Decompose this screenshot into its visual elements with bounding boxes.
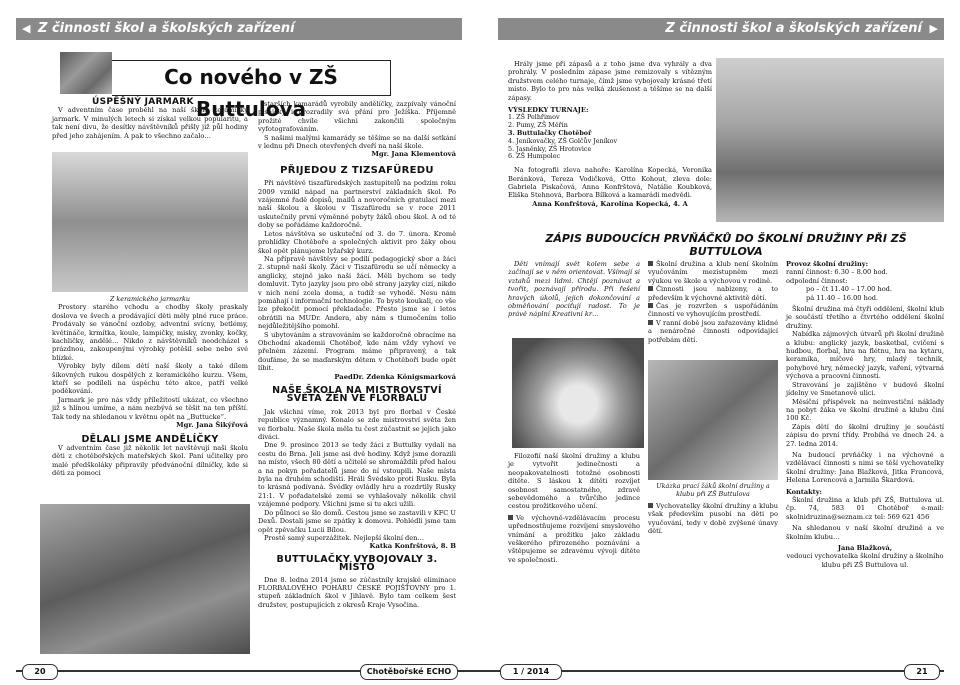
results-title: VÝSLEDKY TURNAJE:: [508, 106, 589, 115]
square-bullet-icon: [648, 286, 653, 291]
paragraph: Jarmark je pro nás vždy příležitostí ukázat, co všechno již s hlínou umíme, a nám nezbývá se těšit na ten příští. Tak tedy na shledanou v květnu opět na „Buttucke“.: [52, 395, 248, 421]
list-item: 4. Jeníkovačky, ZŠ Golčův Jeníkov: [508, 136, 618, 145]
paragraph: Stravování je zajištěno v budově školní jídelny ve Smetanově ulici.: [786, 380, 944, 398]
issue-number: 1 / 2014: [500, 664, 562, 680]
page-title: Co nového v ZŠ Buttulova: [112, 60, 391, 96]
bullet-text: Školní družina a klub není školním vyučováním mezistupněm mezi výukou ve škole a výchovou v rodině.: [648, 260, 778, 285]
paragraph: Prostory starého vchodu a chodby školy praskaly doslova ve švech a prodávající děti měly plné ruce práce. Prodávaly se vánoční ozdoby, adventní svícny, betlémy, květináče, krmítka, koule, lampičky, misky, zvonky, kočky, kachličky, andělé… Nikdo z návštěvníků neodcházel s prázdnou, zakoupenými výrobky potěšil sebe nebo své blízké.: [52, 303, 248, 362]
artwork-photo: [648, 360, 778, 480]
paragraph: Na fotografii zleva nahoře: Karolína Kopecká, Veronika Beránková, Tereza Vodičková, Otto Kohout, zleva dole: Gabriela Piskačová, Anna Konfrštová, Natálie Koubková, Eliška Stehnová, Barbora Bílková a kamarádi medvědi.: [508, 166, 712, 200]
column-3b: [648, 260, 778, 344]
square-bullet-icon: [648, 320, 653, 325]
heading-zapis: ZÁPIS BUDOUCÍCH PRVŇÁČKŮ DO ŠKOLNÍ DRUŽINY PŘI ZŠ BUTTULOVA: [545, 232, 907, 258]
bullet-text: Vychovatelky školní družiny a klubu však především pusobí na děti po vyučování, tedy v době zvýšené únavy dětí.: [648, 501, 778, 536]
footer-rule: [16, 670, 944, 672]
paragraph: S ubytováním a stravováním se každoročně obracíme na Obchodní akademii Chotěboř, kde nám vždy vyhoví ve přelném zázemí. Program máme připravený, a tak doufáme, že se maďarským dětem v Chotěboři bude opět líbit.: [258, 330, 456, 373]
list-item: 5. Jasněnky, ZŠ Hrotovice: [508, 144, 592, 153]
paragraph: Prostě samý superzážitek. Nejlepší školní den…: [264, 533, 425, 542]
fish-artwork: [512, 338, 644, 448]
paragraph: Do půlnoci se šlo domů. Cestou jsme se zastavili v KFC U Dexů. Dostali jsme se zpátky k domovu. Pohlédli jsme tam opět zpěvačku Lucii Bílou.: [258, 508, 456, 534]
column-3-top: [508, 60, 712, 208]
bullet: [648, 302, 778, 319]
paragraph: Zápis dětí do školní družiny je součástí zápisu do první třídy. Probíhá ve dnech 24. a 27. ledna 2014.: [786, 422, 944, 448]
caption-artwork: Ukázka prací žáků školní družiny a klubu při ZŠ Buttulova: [656, 482, 770, 499]
provoz-title: Provoz školní družiny:: [786, 260, 869, 268]
signature: PaedDr. Zdenka Königsmarková: [334, 372, 456, 381]
bullet-text: Činnosti jsou nabízeny, a to především k výchovné aktivitě dětí.: [648, 285, 778, 302]
heading-buttulacky: BUTTULAČKY VYBOJOVALY 3. MÍSTO: [276, 553, 438, 574]
signature: Mgr. Jana Šikýřová: [176, 421, 248, 430]
paragraph: Na shledanou v naší školní družině a ve školním klubu…: [786, 524, 944, 541]
bullet: [648, 285, 778, 302]
paragraph: starších kamarádů vyrobily andělíčky, zazpívaly vánoční písničky i prozradily svá přání pro Ježíška. Příjemně prožité chvíle všichni zakončili společným vyfotografováním.: [258, 100, 456, 134]
paragraph: Letos návštěva se uskuteční od 3. do 7. února. Kromě prohlídky Chotěboře a společných aktivit pro žáky obou škol opět plánujeme lyžařský kurz.: [258, 229, 456, 255]
jarmark-photo: [52, 152, 248, 292]
team-photo: [716, 58, 944, 222]
heading-tizsafured: PŘIJEDOU Z TIZSAFÜREDU: [280, 164, 434, 176]
provoz-line: odpolední činnost:: [786, 276, 848, 285]
bullet: [648, 260, 778, 285]
column-1: [52, 98, 248, 140]
square-bullet-icon: [508, 515, 513, 520]
andelicky-photo: [40, 504, 250, 654]
paragraph: Jak všichni víme, rok 2013 byl pro florbal v České republice významný. Konalo se zde mistrovství světa žen ve florbalu. Naše škola měla tu čest zúčastnit se jejich jako diváci.: [258, 407, 456, 442]
column-3a: [508, 260, 640, 319]
section-header-left: [16, 18, 462, 40]
results-list: [508, 114, 712, 161]
bullet-text: Ve výchovně-vzdělávacím procesu upřednostňujeme rozvíjení smyslového vnímání a prožitku jako základu veškerého přirozeného poznávání a vštěpujeme se zdravému vývoji dítěte ve společnosti.: [508, 513, 640, 564]
paragraph: Hrály jsme při zápasů a z toho jsme dva vyhrály a dva prohrály. V posledním zápase jsme remizovaly s vítězným družstvem celého turnaje, čímž jsme vybojovaly krásné třetí místo. Bylo to pro nás velká zkušenost a těšíme se na další zápasy.: [508, 60, 712, 102]
section-header-right-text: Z činnosti škol a školských zařízení: [665, 21, 922, 36]
column-1b: [52, 295, 248, 478]
signature-role: vedoucí vychovatelka školní družiny a školního klubu při ZŠ Buttulova ul.: [786, 552, 944, 569]
column-3b-2: [648, 482, 778, 535]
page-number-right: 21: [904, 664, 940, 680]
arrow-left-icon: ◀: [22, 22, 31, 35]
paragraph: Na budoucí prvňáčky i na výchovné a vzdělávací činnosti s nimi se těší vychovatelky školní družiny: Jana Blažková, Jitka Francová, Helena Lorencová a Jarmila Škardová.: [786, 450, 944, 485]
signature: Mgr. Jana Klementová: [371, 150, 456, 159]
paragraph: Školní družina má čtyři oddělení, školní klub je součástí třetího a čtvrtého oddělení školní družiny.: [786, 305, 944, 330]
list-item: 6. ZŠ Humpolec: [508, 152, 561, 161]
magazine-name: Chotěbořské ECHO: [360, 664, 458, 680]
paragraph: Děti vnímají svět kolem sebe a začínají se v něm orientovat. Všímají si vztahů mezi lidmi. Chtějí poznávat a tvořit, poznávají přírodu. Při řešení hravých úkolů, jejich dokončování a obměňování pociťují radost. To je právě náplní Kreativní kr…: [508, 260, 640, 319]
paragraph: Nabídka zájmových útvarů při školní družině a klubu: anglický jazyk, basketbal, cvičení s hudbou, florbal, hra na flétnu, hra na kytaru, keramika, míčové hry, mladý technik, pohybové hry, německý jazyk, vaření, výtvarná výchova a pracovní činnosti.: [786, 330, 944, 381]
signature: Anna Konfrštová, Karolína Kopecká, 4. A: [532, 199, 688, 208]
paragraph: Výrobky byly dílem dětí naší školy a také dílem šikovných rukou dospělých z keramického kurzu. Všem, kteří se podíleli na úspěchu této akce, patří velké poděkování.: [52, 362, 248, 396]
contacts-title: Kontakty:: [786, 487, 822, 496]
column-2: [258, 100, 456, 609]
provoz-line: pá 11.40 – 16.00 hod.: [806, 293, 879, 302]
bullet: [648, 502, 778, 536]
paragraph: Dne 8. ledna 2014 jsme se zúčastnily krajské eliminace FLORBALOVÉHO POHÁRU ČESKÉ POJIŠŤOVNY pro 1. stupeň základních škol v Jihlavě. Bylo tam celkem šest družstev, postupujících z okresů Kraje Vysočina.: [258, 575, 456, 609]
heading-jarmark: ÚSPĚŠNÝ JARMARK: [92, 97, 194, 107]
contacts-text: Školní družina a klub při ZŠ, Buttulova ul. čp. 74, 583 01 Chotěboř e-mail: skolnidruzina@seznam.cz tel: 569 621 456: [786, 495, 944, 521]
bullet: [648, 319, 778, 344]
paragraph: Na přípravě návštěvy se podílí pedagogický sbor a žáci 2. stupně naší školy. Žáci v Tiszafüredu se učí německy a anglicky, stejně jako naši žáci. Měli bychom se tedy domluvit. Tyto jazyky jsou pro obě strany jazyky cizí, nikdo v nich není zcela doma, a tudíž se vyhodě. Nesu nám pomáhají i informační technologie. To bysto koukali, co vše lze překočit pomocí překladače. Přesto jsme se i letos obrátili na MUDr. Andera, aby nám s tlumočením tolio nejdůležitějšího pomohl.: [258, 254, 456, 331]
provoz-line: ranní činnost: 6.30 – 8.00 hod.: [786, 268, 888, 277]
header-photo: [60, 52, 112, 94]
paragraph: Při návštěvě tiszafüredských zastupitelů na podzim roku 2009 vznikl nápad na partnerství základních škol. Po vzájemné řadě dopisů, mailů a novoročních gratulací mezi naší školou a školou v Tiszafüredu se v roce 2011 uskutečnily první výměnné pobyty žáků obou škol. A od té doby se pořádáme každoročně.: [258, 179, 456, 230]
provoz-line: po – čt 11.40 – 17.00 hod.: [806, 285, 892, 294]
signature: Katka Konfrštová, 8. B: [369, 542, 456, 551]
section-header-left-text: Z činnosti škol a školských zařízení: [38, 21, 295, 36]
signature: Jana Blažková,: [837, 544, 893, 552]
paragraph: V adventním čase proběhl na naší škole keramický jarmark. V minulých letech si získal velkou popularitu, a tak není divu, že desítky návštěvníků přišly již půl hodiny před jeho zahájením. A pak to všechno začalo…: [52, 106, 248, 140]
caption-jarmark: Z keramického jarmarku: [109, 295, 191, 303]
paragraph: Filozofií naší školní družiny a klubu je vytvořit jedinečnosti a neopakovatelnosti totožné osobnosti dítěte. S láskou k dítěti rozvíjet osobnost samostatného, zdravě sebevědomého a tvůrčího jedince cestou prožitkového učení.: [508, 452, 640, 511]
paragraph: V adventním čase již několik let navštěvují naši školu děti z chotěbořských mateřských škol. Paní učitelky pro malé předškoláky připravily předvánoční dílničky, kde si děti za pomoci: [52, 443, 248, 478]
square-bullet-icon: [648, 303, 653, 308]
bullet-text: V ranní době jsou zařazovány klidné a nenáročné činnosti odpovídající potřebám dětí.: [648, 318, 778, 344]
section-header-right: [498, 18, 944, 40]
square-bullet-icon: [648, 503, 653, 508]
bullet: [508, 514, 640, 564]
heading-florbal: NAŠE ŠKOLA NA MISTROVSTVÍ SVĚTA ŽEN VE FLORBALU: [272, 385, 442, 405]
list-item: 2. Pumy, ZŠ Měřín: [508, 121, 568, 130]
column-3c: [786, 260, 944, 569]
list-item: 3. Buttulačky Chotěboř: [508, 129, 592, 138]
page-number-left: 20: [22, 664, 58, 680]
paragraph: Měsíční příspěvek na neinvestiční náklady na pobyt žáka ve školní družině a klubu činí 100 Kč.: [786, 397, 944, 423]
square-bullet-icon: [648, 261, 653, 266]
bullet-text: Čas je rozvržen s uspořádáním činností ve vyhovujícím prostředí.: [648, 302, 778, 319]
list-item: 1. ZŠ Pelhřimov: [508, 113, 560, 122]
paragraph: Dne 9. prosince 2013 se tedy žáci z Buttulky vydali na cestu do Brna. Jeli jsme asi dvě hodiny. Když jsme dorazili na místo, všech 80 dětí a učitelé se shromáždili před halou a na pokyn pořadatelů jsme do ní vstoupili. Naše místa byla na druhém schodišti. Hráli Švédsko proti Rusku. Byla to krásná podívaná. Švédky ovládly hru a rozdrtily Rusky 21:1. V pořadatelské zemi se vyhlašovaly několik chvil vzájemné podpory. Všichni jsme si tu akci užili.: [258, 441, 456, 509]
paragraph: S našimi malými kamarády se těšíme se na další setkání v lednu při Dnech otevřených dveří na naší škole.: [258, 133, 456, 151]
heading-andelicky: DĚLALI JSME ANDĚLÍČKY: [81, 433, 219, 445]
column-3a-2: [508, 452, 640, 564]
arrow-right-icon: ▶: [929, 22, 938, 35]
